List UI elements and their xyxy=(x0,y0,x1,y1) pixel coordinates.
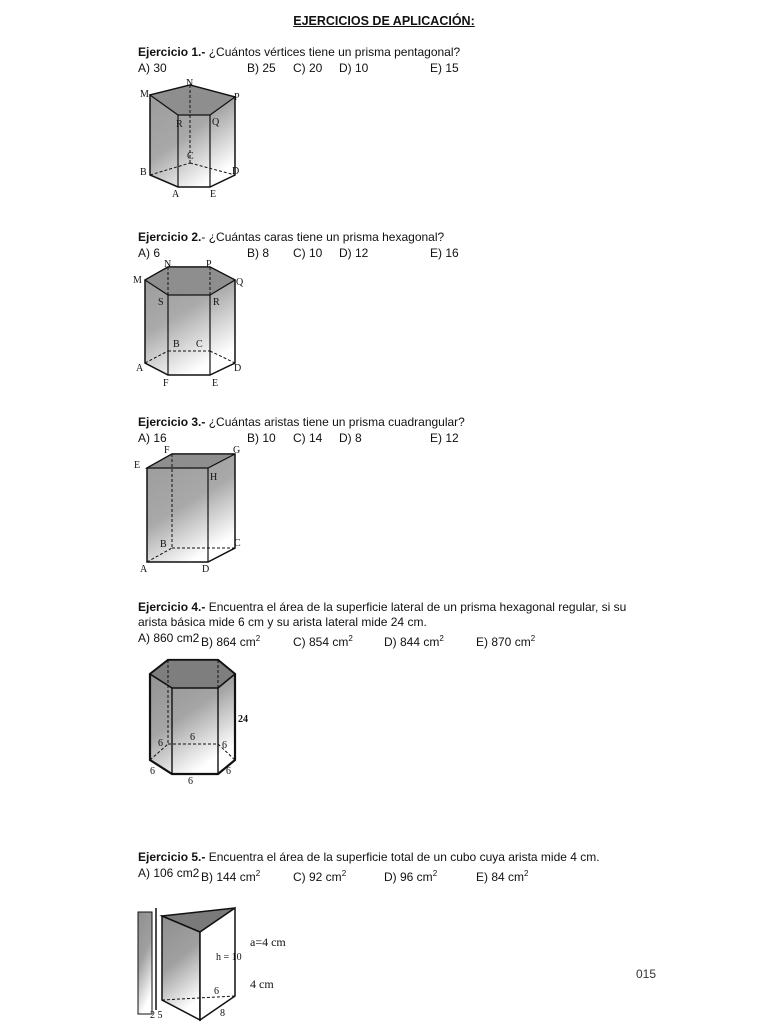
ex3-option-c: C) 14 xyxy=(293,431,323,445)
ex1-option-a: A) 30 xyxy=(138,61,167,75)
ex1-option-d: D) 10 xyxy=(339,61,369,75)
ex4-option-b-sup: 2 xyxy=(255,634,261,643)
fig2-label-e: E xyxy=(212,378,219,389)
fig4-label-6-bottom-right: 6 xyxy=(226,766,231,777)
fig3-label-e: E xyxy=(134,460,141,471)
ex5-option-d xyxy=(384,869,437,884)
fig1-label-a: A xyxy=(172,189,180,200)
page-title: EJERCICIOS DE APLICACIÓN: xyxy=(293,14,475,28)
fig5-label-a-4cm: a=4 cm xyxy=(250,935,286,949)
fig1-label-r: R xyxy=(176,119,183,130)
fig2-label-m: M xyxy=(133,275,142,286)
exercise-3 xyxy=(138,415,638,430)
ex5-option-d-sup: 2 xyxy=(432,869,438,878)
exercise-4-question-line1: Encuentra el área de la superficie lateral de un prisma hexagonal regular, si su xyxy=(208,600,627,614)
exercise-2-label: Ejercicio 2. xyxy=(138,230,202,244)
ex4-option-e-text: E) 870 cm xyxy=(476,635,531,649)
ex5-option-b-text: B) 144 cm xyxy=(201,870,256,884)
ex1-option-b: B) 25 xyxy=(247,61,276,75)
exercise-4 xyxy=(138,600,638,630)
ex5-option-b-sup: 2 xyxy=(255,869,261,878)
ex2-option-c: C) 10 xyxy=(293,246,323,260)
fig1-label-e: E xyxy=(210,189,217,200)
exercise-4-label: Ejercicio 4.- xyxy=(138,600,206,614)
ex1-option-e: E) 15 xyxy=(430,61,459,75)
ex3-option-a: A) 16 xyxy=(138,431,167,445)
exercise-3-question: ¿Cuántas aristas tiene un prisma cuadrangular? xyxy=(208,415,465,429)
ex4-option-d-sup: 2 xyxy=(439,634,444,643)
fig5-label-6: 6 xyxy=(214,986,219,997)
fig5-label-8: 8 xyxy=(220,1008,225,1019)
ex5-option-e-sup: 2 xyxy=(524,869,529,878)
fig5-label-2-5: 2 5 xyxy=(150,1010,163,1021)
ex3-option-b: B) 10 xyxy=(247,431,276,445)
exercise-5 xyxy=(138,850,638,865)
fig5-label-h-10: h = 10 xyxy=(216,952,242,963)
fig1-label-d: D xyxy=(232,166,240,177)
fig2-label-p: P xyxy=(206,259,212,270)
fig4-label-6-bottom: 6 xyxy=(188,776,193,787)
fig4-label-6-right: 6 xyxy=(222,740,227,751)
ex2-option-d: D) 12 xyxy=(339,246,369,260)
ex5-option-e xyxy=(476,869,528,884)
fig4-label-24: 24 xyxy=(238,714,248,725)
ex5-option-b xyxy=(201,869,260,884)
fig2-label-b: B xyxy=(173,339,180,350)
fig2-label-s: S xyxy=(158,297,164,308)
fig3-label-h: H xyxy=(210,472,218,483)
cuadrangular-prism-figure xyxy=(130,440,260,575)
hexagonal-prism-measured-figure xyxy=(130,652,260,787)
exercise-5-question: Encuentra el área de la superficie total de un cubo cuya arista mide 4 cm. xyxy=(208,850,600,864)
exercise-1-question: ¿Cuántos vértices tiene un prisma pentagonal? xyxy=(208,45,461,59)
fig2-label-d: D xyxy=(234,363,242,374)
fig3-label-g: G xyxy=(233,445,241,456)
ex2-option-e: E) 16 xyxy=(430,246,459,260)
ex4-option-c-sup: 2 xyxy=(348,634,353,643)
ex3-option-d: D) 8 xyxy=(339,431,362,445)
ex4-option-d-text: D) 844 cm xyxy=(384,635,440,649)
ex4-option-d xyxy=(384,634,444,649)
fig1-label-q: Q xyxy=(212,117,220,128)
fig1-label-n: N xyxy=(186,78,194,89)
fig3-label-b: B xyxy=(160,539,167,550)
ex2-option-a: A) 6 xyxy=(138,246,161,260)
ex4-option-b xyxy=(201,634,260,649)
pentagonal-prism-figure xyxy=(130,75,260,203)
fig2-label-a: A xyxy=(136,363,144,374)
ex4-option-b-text: B) 864 cm xyxy=(201,635,256,649)
fig4-label-6-left: 6 xyxy=(158,738,163,749)
ex4-option-e-sup: 2 xyxy=(530,634,536,643)
ex5-option-a: A) 106 cm2 xyxy=(138,866,200,880)
fig1-label-p: P xyxy=(234,92,240,103)
fig3-label-a: A xyxy=(140,564,148,575)
fig2-label-q: Q xyxy=(236,277,244,288)
fig1-label-m: M xyxy=(140,89,149,100)
ex4-option-e xyxy=(476,634,535,649)
ex1-option-c: C) 20 xyxy=(293,61,323,75)
ex5-option-c-text: C) 92 cm xyxy=(293,870,342,884)
ex5-option-d-text: D) 96 cm xyxy=(384,870,433,884)
fig4-label-6-bottom-left: 6 xyxy=(150,766,155,777)
triangular-prism-figure xyxy=(130,900,310,1024)
exercise-2-question: - ¿Cuántas caras tiene un prisma hexagonal? xyxy=(201,230,445,244)
fig3-label-d: D xyxy=(202,564,210,575)
exercise-4-question-line2: arista básica mide 6 cm y su arista lateral mide 24 cm. xyxy=(138,615,427,629)
ex5-option-c-sup: 2 xyxy=(341,869,347,878)
exercise-3-label: Ejercicio 3.- xyxy=(138,415,206,429)
fig2-label-r: R xyxy=(213,297,220,308)
ex4-option-a: A) 860 cm2 xyxy=(138,631,200,645)
ex4-option-c-text: C) 854 cm xyxy=(293,635,349,649)
ex2-option-b: B) 8 xyxy=(247,246,270,260)
fig4-label-6-back: 6 xyxy=(190,732,195,743)
page-number: 015 xyxy=(636,967,657,981)
fig2-label-c: C xyxy=(196,339,203,350)
fig5-label-4cm: 4 cm xyxy=(250,977,274,991)
exercise-1-label: Ejercicio 1.- xyxy=(138,45,206,59)
exercise-1 xyxy=(138,45,638,60)
hexagonal-prism-figure xyxy=(130,255,260,390)
ex4-option-c xyxy=(293,634,353,649)
ex3-option-e: E) 12 xyxy=(430,431,459,445)
fig3-label-f: F xyxy=(164,445,170,456)
fig1-label-c: C xyxy=(187,151,194,162)
exercise-5-label: Ejercicio 5.- xyxy=(138,850,206,864)
fig2-label-n: N xyxy=(164,259,172,270)
ex5-option-c xyxy=(293,869,346,884)
fig1-label-b: B xyxy=(140,167,147,178)
fig3-label-c: C xyxy=(234,538,241,549)
fig2-label-f: F xyxy=(163,378,169,389)
ex5-option-e-text: E) 84 cm xyxy=(476,870,525,884)
exercise-2 xyxy=(138,230,638,245)
